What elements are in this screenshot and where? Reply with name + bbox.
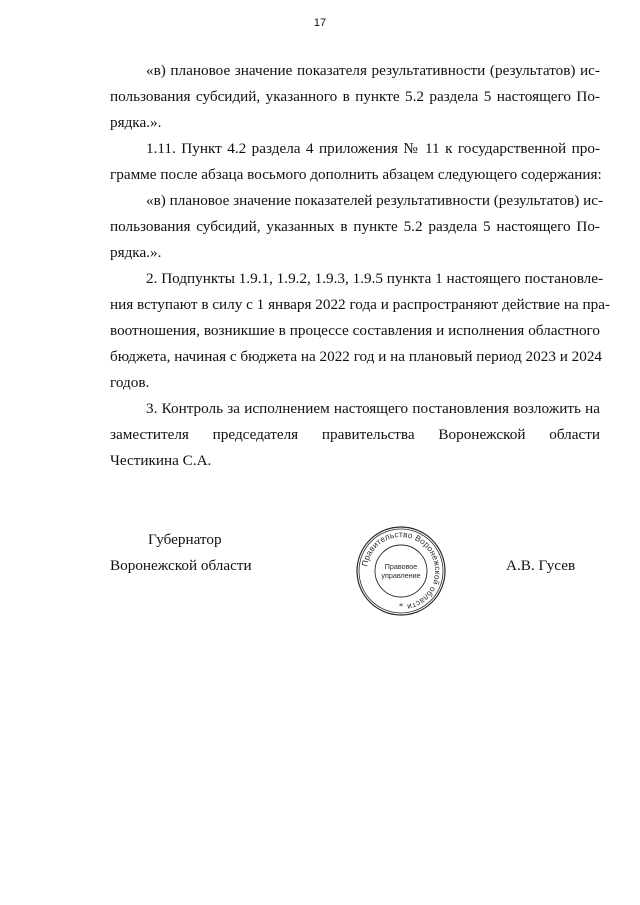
text-line: грамме после абзаца восьмого дополнить абзацем следующего содержания: bbox=[110, 166, 602, 183]
text-line: «в) плановое значение показателей результативности (результатов) ис- bbox=[146, 192, 604, 209]
text-line: «в) плановое значение показателя результативности (результатов) ис- bbox=[146, 62, 600, 79]
page-number: 17 bbox=[313, 17, 327, 29]
text-line: воотношения, возникшие в процессе составления и исполнения областного bbox=[110, 322, 600, 339]
text-line: заместителя председателя правительства Воронежской области bbox=[110, 426, 600, 443]
text-line: 1.11. Пункт 4.2 раздела 4 приложения № 11 к государственной про- bbox=[146, 140, 600, 157]
official-stamp bbox=[355, 525, 447, 617]
text-line: 3. Контроль за исполнением настоящего постановления возложить на bbox=[146, 400, 600, 417]
text-line: 2. Подпункты 1.9.1, 1.9.2, 1.9.3, 1.9.5 пункта 1 настоящего постановле- bbox=[146, 270, 604, 287]
text-line: Честикина С.А. bbox=[110, 452, 212, 469]
text-line: бюджета, начиная с бюджета на 2022 год и на плановый период 2023 и 2024 bbox=[110, 348, 603, 365]
text-line: ния вступают в силу с 1 января 2022 года и распространяют действие на пра- bbox=[110, 296, 610, 313]
text-line: рядка.». bbox=[110, 244, 162, 261]
text-line: пользования субсидий, указанного в пункте 5.2 раздела 5 настоящего По- bbox=[110, 88, 600, 105]
stamp-ring-text: Правительство Воронежской области bbox=[360, 529, 443, 612]
stamp-star-icon: * bbox=[399, 602, 403, 611]
text-line: рядка.». bbox=[110, 114, 162, 131]
signature-title-line1: Губернатор bbox=[148, 531, 222, 548]
text-line: пользования субсидий, указанных в пункте 5.2 раздела 5 настоящего По- bbox=[110, 218, 600, 235]
signature-title-line2: Воронежской области bbox=[110, 557, 252, 574]
stamp-center-line2: управление bbox=[381, 571, 421, 580]
signatory-name: А.В. Гусев bbox=[506, 557, 576, 574]
stamp-center-line1: Правовое bbox=[384, 562, 418, 571]
text-line: годов. bbox=[110, 374, 150, 391]
